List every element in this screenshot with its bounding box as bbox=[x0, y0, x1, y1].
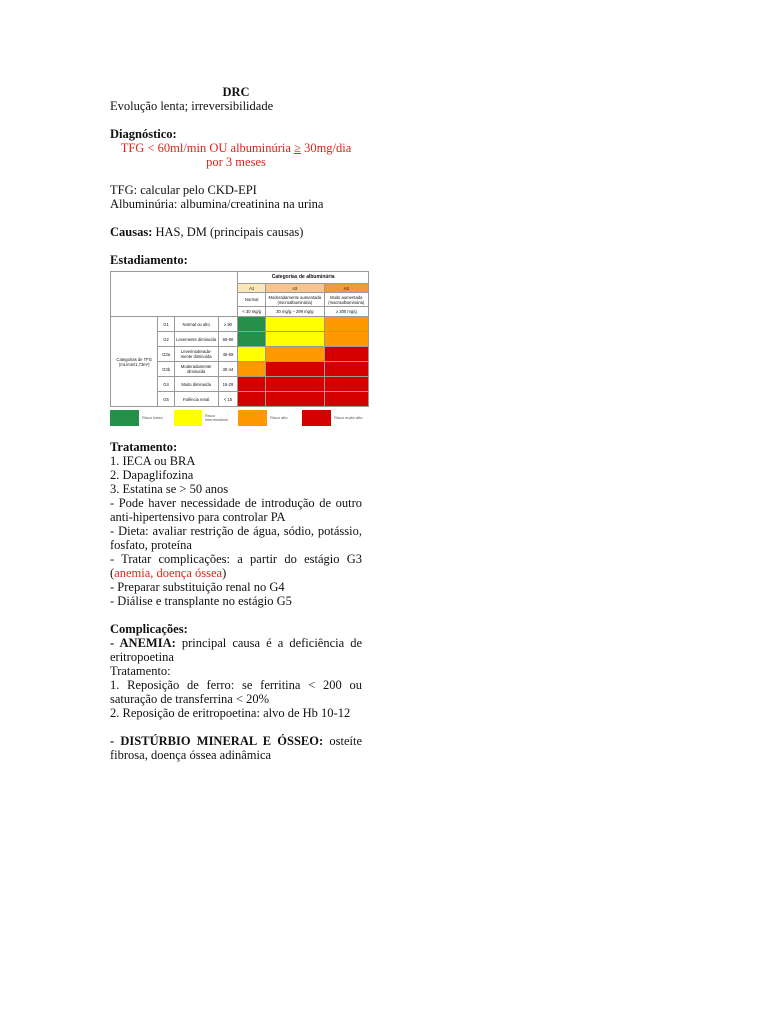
risk-cell bbox=[324, 377, 368, 392]
risk-cell bbox=[266, 332, 325, 347]
tratamento-complicacoes: - Tratar complicações: a partir do estágio G3 (anemia, doença óssea) bbox=[110, 552, 362, 580]
albuminuria-header: Categorias de albuminúria bbox=[238, 272, 369, 284]
tratamento-item: 2. Dapaglifozina bbox=[110, 468, 194, 482]
legend-item bbox=[238, 410, 302, 426]
col-a3-range: ≥ 300 mg/g bbox=[324, 307, 368, 317]
col-a2-range: 30 mg/g – 299 mg/g bbox=[266, 307, 325, 317]
risk-cell bbox=[238, 377, 266, 392]
anemia-tratamento-2: 2. Reposição de eritropoetina: alvo de Hb 10-12 bbox=[110, 706, 351, 720]
risk-cell bbox=[324, 347, 368, 362]
tratamento-heading: Tratamento: bbox=[110, 440, 178, 454]
tratamento-list-2 bbox=[110, 580, 362, 608]
gfr-row-header: Categorias de TFG (mL/min/1,73m²) bbox=[111, 317, 158, 407]
tfg-line: TFG: calcular pelo CKD-EPI bbox=[110, 183, 257, 197]
risk-cell bbox=[266, 377, 325, 392]
risk-cell bbox=[266, 392, 325, 407]
tratamento-item: - Dieta: avaliar restrição de água, sódio, potássio, fosfato, proteína bbox=[110, 524, 362, 552]
gfr-stage-range: ≥ 90 bbox=[218, 317, 238, 332]
legend-swatch bbox=[302, 410, 331, 426]
anemia-tratamento-1: 1. Reposição de ferro: se ferritina < 200 ou saturação de transferrina < 20% bbox=[110, 678, 362, 706]
col-a1-desc: Normal bbox=[238, 293, 266, 307]
gfr-stage: G4 bbox=[158, 377, 174, 392]
risk-cell bbox=[238, 332, 266, 347]
staging-table bbox=[110, 271, 369, 407]
risk-cell bbox=[238, 392, 266, 407]
legend-label: Risco intermediário bbox=[204, 412, 229, 422]
legend-label: Risco muito alto bbox=[334, 414, 363, 420]
gfr-stage: G3b bbox=[158, 362, 174, 377]
diagnostico-heading: Diagnóstico: bbox=[110, 127, 177, 141]
col-a2-desc: Moderadamente aumentada (microalbuminúria) bbox=[266, 293, 325, 307]
col-a1: A1 bbox=[238, 284, 266, 293]
risk-cell bbox=[324, 392, 368, 407]
gfr-stage-desc: Falência renal bbox=[174, 392, 218, 407]
anemia-tratamento-label: Tratamento: bbox=[110, 664, 171, 678]
gfr-stage-desc: Muito diminuída bbox=[174, 377, 218, 392]
diagnostico-criteria: TFG < 60ml/min OU albuminúria ≥ 30mg/dia bbox=[120, 141, 352, 155]
gfr-stage-desc: Moderadamente diminuída bbox=[174, 362, 218, 377]
gfr-stage-range: 30-44 bbox=[218, 362, 238, 377]
col-a3-desc: Muito aumentada (macroalbuminúria) bbox=[324, 293, 368, 307]
complicacoes-heading: Complicações: bbox=[110, 622, 188, 636]
tratamento-item: 1. IECA ou BRA bbox=[110, 454, 196, 468]
estadiamento-heading: Estadiamento: bbox=[110, 253, 188, 267]
tratamento-list bbox=[110, 454, 362, 552]
tratamento-item: - Preparar substituição renal no G4 bbox=[110, 580, 285, 594]
gfr-stage-range: 60-90 bbox=[218, 332, 238, 347]
subtitle: Evolução lenta; irreversibilidade bbox=[110, 99, 274, 113]
risk-cell bbox=[266, 362, 325, 377]
gfr-stage-desc: Normal ou alto bbox=[174, 317, 218, 332]
tratamento-item: - Pode haver necessidade de introdução de outro anti-hipertensivo para controlar PA bbox=[110, 496, 362, 524]
gfr-stage-desc: Levemente diminuída bbox=[174, 332, 218, 347]
causas-line: Causas: HAS, DM (principais causas) bbox=[110, 225, 304, 239]
albuminuria-line: Albuminúria: albumina/creatinina na urina bbox=[110, 197, 324, 211]
legend-swatch bbox=[238, 410, 267, 426]
col-a2: A2 bbox=[266, 284, 325, 293]
col-a1-range: < 30 mg/g bbox=[238, 307, 266, 317]
risk-cell bbox=[238, 362, 266, 377]
gfr-stage: G1 bbox=[158, 317, 174, 332]
risk-cell bbox=[266, 347, 325, 362]
gfr-stage-range: 15-29 bbox=[218, 377, 238, 392]
legend-label: Risco baixo bbox=[142, 414, 163, 420]
gfr-stage-range: 45-59 bbox=[218, 347, 238, 362]
document-page bbox=[110, 85, 365, 762]
risk-legend bbox=[110, 410, 370, 426]
risk-cell bbox=[324, 317, 368, 332]
diagnostico-duration: por 3 meses bbox=[206, 155, 266, 169]
page-title: DRC bbox=[222, 85, 250, 99]
risk-cell bbox=[238, 347, 266, 362]
legend-swatch bbox=[174, 410, 202, 426]
col-a3: A3 bbox=[324, 284, 368, 293]
risk-cell bbox=[238, 317, 266, 332]
tratamento-item: - Diálise e transplante no estágio G5 bbox=[110, 594, 292, 608]
legend-label: Risco alto bbox=[270, 414, 288, 420]
gfr-stage: G5 bbox=[158, 392, 174, 407]
gfr-stage: G3a bbox=[158, 347, 174, 362]
gfr-stage-range: < 15 bbox=[218, 392, 238, 407]
legend-item bbox=[302, 410, 366, 426]
legend-swatch bbox=[110, 410, 139, 426]
risk-cell bbox=[324, 332, 368, 347]
legend-item bbox=[110, 410, 174, 426]
gfr-stage-desc: Leve/moderada- mente diminuída bbox=[174, 347, 218, 362]
staging-table-figure bbox=[110, 271, 370, 426]
legend-item bbox=[174, 410, 238, 426]
disturbio-mineral-line: - DISTÚRBIO MINERAL E ÓSSEO: osteíte fibrosa, doença óssea adinâmica bbox=[110, 734, 362, 762]
risk-cell bbox=[266, 317, 325, 332]
tratamento-item: 3. Estatina se > 50 anos bbox=[110, 482, 229, 496]
anemia-line: - ANEMIA: principal causa é a deficiência de eritropoetina bbox=[110, 636, 363, 664]
risk-cell bbox=[324, 362, 368, 377]
gfr-stage: G2 bbox=[158, 332, 174, 347]
